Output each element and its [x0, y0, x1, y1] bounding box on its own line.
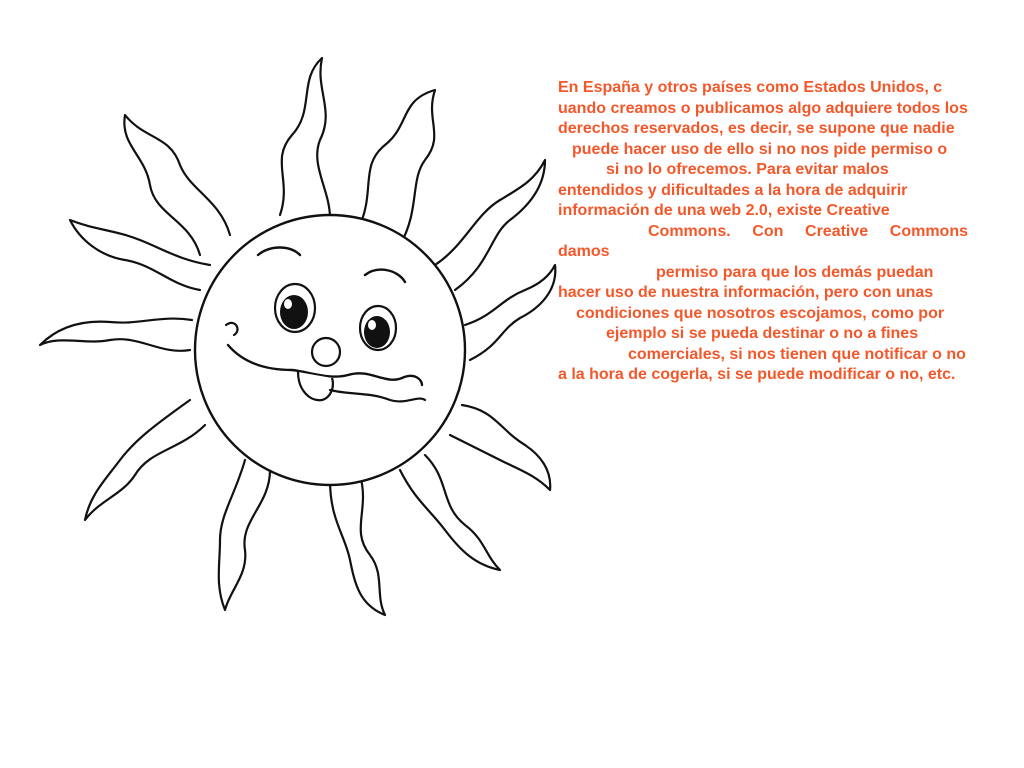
left-pupil [280, 295, 308, 329]
text-line: puede hacer uso de ello si no nos pide permiso o [572, 140, 948, 158]
sun-ray [40, 319, 192, 351]
text-line: hacer uso de nuestra información, pero con unas [558, 284, 934, 301]
sun-ray [124, 115, 230, 255]
sun-ray [435, 160, 545, 290]
sun-ray [70, 220, 210, 290]
sun-ray [85, 400, 205, 520]
text-line: condiciones que nosotros escojamos, como por [576, 304, 945, 322]
text-line: derechos reservados, es decir, se supone que nadie [558, 120, 955, 137]
right-eye-shine [368, 320, 376, 330]
text-line: si no lo ofrecemos. Para evitar malos [606, 161, 889, 178]
text-line: ejemplo si se pueda destinar o no a fines [606, 325, 919, 342]
text-line: En España y otros países como Estados Unidos, c [558, 79, 943, 96]
body-text [558, 78, 968, 386]
text-line: permiso para que los demás puedan [656, 263, 934, 281]
left-eye-shine [284, 299, 292, 309]
right-pupil [364, 316, 390, 348]
sun-ray [330, 475, 385, 615]
text-line: información de una web 2.0, existe Creative [558, 202, 890, 219]
sun-drawing [30, 50, 570, 620]
sun-ray [280, 58, 330, 218]
sun-ray [450, 405, 550, 490]
sun-ray [219, 460, 270, 610]
nose [312, 338, 340, 366]
text-line: Commons. Con Creative Commons damos [558, 222, 968, 260]
sun-ray [400, 455, 500, 570]
text-line: a la hora de cogerla, si se puede modificar o no, etc. [558, 366, 956, 383]
text-line: entendidos y dificultades a la hora de adquirir [558, 181, 908, 199]
sun-ray [465, 265, 555, 360]
text-line: uando creamos o publicamos algo adquiere todos los [558, 99, 968, 117]
text-line: comerciales, si nos tienen que notificar o no [628, 345, 966, 363]
